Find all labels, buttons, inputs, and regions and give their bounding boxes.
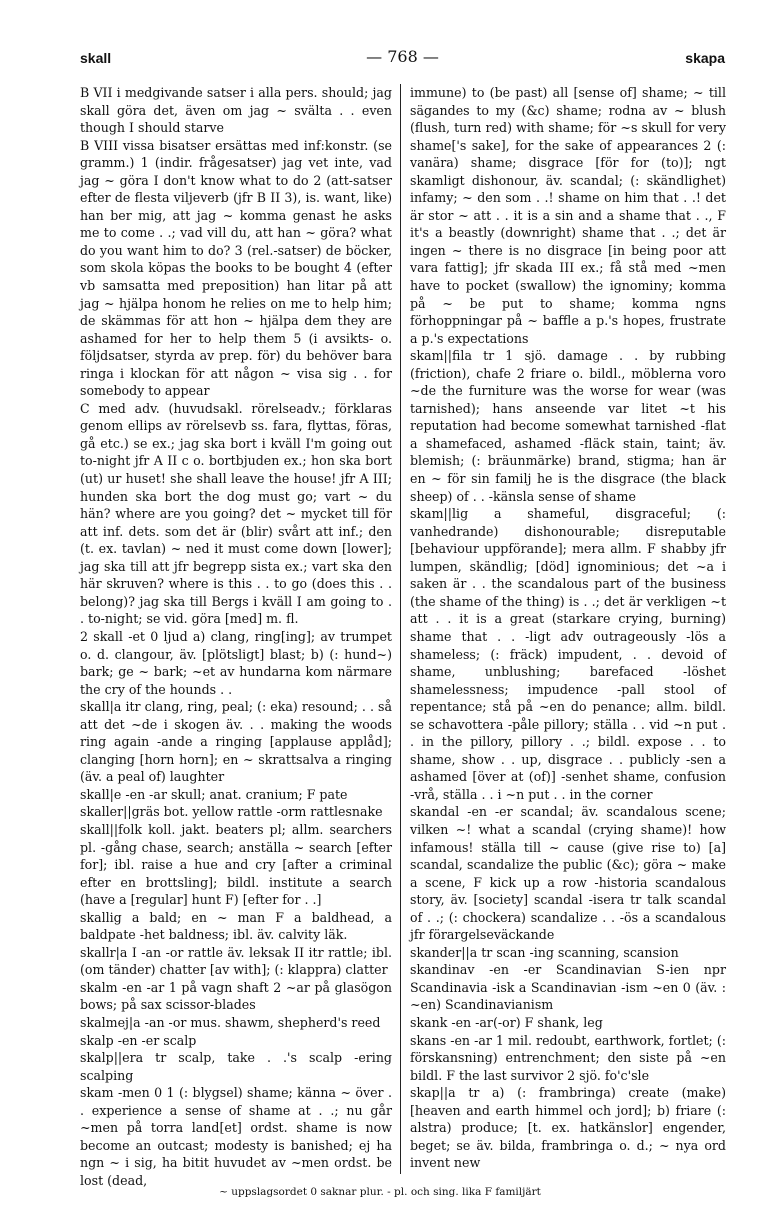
dictionary-entry: skallig a bald; en ~ man F a baldhead, a baldpate -het baldness; ibl. äv. calvity läk. bbox=[80, 909, 392, 943]
dictionary-entry: immune) to (be past) all [sense of] shame; ~ till sägandes to my (&c) shame; rodna av ~ blush (flush, turn red) with shame; för ~s skull for very shame['s sake], for the sake of appearances 2 (: vanära) shame; disgrace [för for (to)]; ngt skamligt dishonour, äv. scandal; (: skändlighet) infamy; ~ den som . .! shame on him that . .! det är stor ~ att . . it is a sin and a shame that . ., F it's a beastly (downright) shame that . .; det är ingen ~ there is no disgrace [in being poor att vara fattig]; jfr skada III ex.; få stå med ~men have to pocket (swallow) the ignominy; komma på ~ be put to shame; komma ngns förhoppningar på ~ baffle a p.'s hopes, frustrate a p.'s expectations bbox=[410, 85, 726, 346]
dictionary-entry: skallr|a I -an -or rattle äv. leksak II itr rattle; ibl. (om tänder) chatter [av with]; (: klappra) clatter bbox=[80, 944, 392, 978]
dictionary-entry: C med adv. (huvudsakl. rörelseadv.; förklaras genom ellips av rörelsevb ss. fara, flyttas, föras, gå etc.) se ex.; jag ska bort i kväll I'm going out to-night jfr A II c o. bortbjuden ex.; hon ska bort (ut) ur huset! she shall leave the house! jfr A III; hunden ska bort the dog must go; vart ~ du hän? where are you going? det ~ mycket till för att inf. dets. som det är (blir) svårt att inf.; den (t. ex. tavlan) ~ ned it must come down [lower]; jag ska till att jfr begrepp sista ex.; vart ska den här skruven? where is this . . to go (does this . . belong)? jag ska till Bergs i kväll I am going to . . to-night; se vid. göra [med] m. fl. bbox=[80, 400, 392, 627]
right-column bbox=[410, 84, 726, 1174]
dictionary-entry: skank -en -ar(-or) F shank, leg bbox=[410, 1014, 603, 1030]
dictionary-entry: skap||a tr a) (: frambringa) create (make) [heaven and earth himmel och jord]; b) friare (: alstra) produce; [t. ex. hatkänslor] engender, beget; se äv. bilda, frambringa o. d.; ~ nya ord invent new bbox=[410, 1085, 726, 1171]
dictionary-entry: skam -men 0 1 (: blygsel) shame; känna ~ över . . experience a sense of shame at . .; nu går ~men på torra land[et] ordst. shame is now become an outcast; modesty is banished; ej ha ngn ~ i sig, ha bitit huvudet av ~men ordst. be lost (dead, bbox=[80, 1085, 392, 1188]
dictionary-entry: skandinav -en -er Scandinavian S-ien npr Scandinavia -isk a Scandinavian -ism ~en 0 (äv. : ~en) Scandinavianism bbox=[410, 962, 726, 1013]
dictionary-entry: skall||folk koll. jakt. beaters pl; allm. searchers pl. -gång chase, search; anställa ~ search [efter for]; ibl. raise a hue and cry [after a criminal efter en brottsling]; bildl. institute a search (have a [regular] hunt F) [efter for . .] bbox=[80, 821, 392, 908]
left-guide-word: skall bbox=[80, 50, 112, 66]
dictionary-entry: skall|a itr clang, ring, peal; (: eka) resound; . . så att det ~de i skogen äv. . . making the woods ring again -ande a ringing [applause applåd]; clanging [horn horn]; en ~ skrattsalva a ringing (äv. a peal of) laughter bbox=[80, 699, 392, 785]
left-column bbox=[80, 84, 392, 1188]
abbreviation-legend: ~ uppslagsordet 0 saknar plur. - pl. och sing. lika F familjärt bbox=[219, 1186, 541, 1198]
dictionary-entry: skall|e -en -ar skull; anat. cranium; F pate bbox=[80, 786, 348, 802]
dictionary-entry: skalm -en -ar 1 på vagn shaft 2 ~ar på glasögon bows; på sax scissor-blades bbox=[80, 979, 392, 1013]
column-divider bbox=[400, 84, 401, 1174]
dictionary-entry: B VIII vissa bisatser ersättas med inf:konstr. (se gramm.) 1 (indir. frågesatser) jag vet inte, vad jag ~ göra I don't know what to do 2 (att-satser efter de flesta viljeverb (jfr B II 3), is. want, like) han ber mig, att jag ~ komma genast he asks me to come . .; vad vill du, att han ~ göra? what do you want him to do? 3 (rel.-satser) de böcker, som skola köpas the books to be bought 4 (efter vb samsatta med preposition) han litar på att jag ~ hjälpa honom he relies on me to help him; de skämmas för att hon ~ hjälpa dem they are ashamed for her to help them 5 (i avsikts- o. följdsatser, styrda av prep. för) du behöver bara ringa i klockan för att någon ~ visa sig . . for somebody to appear bbox=[80, 137, 392, 399]
dictionary-entry: 2 skall -et 0 ljud a) clang, ring[ing]; av trumpet o. d. clangour, äv. [plötsligt] blast; b) (: hund~) bark; ge ~ bark; ~et av hundarna kom närmare the cry of the hounds . . bbox=[80, 628, 392, 697]
dictionary-entry: skalmej|a -an -or mus. shawm, shepherd's reed bbox=[80, 1014, 381, 1030]
dictionary-entry: skam||lig a shameful, disgraceful; (: vanhedrande) dishonourable; disreputable [behaviour uppförande]; mera allm. F shabby jfr lumpen, skändlig; [död] ignominious; det ~a i saken är . . the scandalous part of the business (the shame of the thing) is . .; det är verkligen ~t att . . it is a great (starkare crying, burning) shame that . . -ligt adv outrageously -lös a shameless; (: fräck) impudent, . . devoid of shame, unblushing; barefaced -löshet shamelessness; impudence -pall stool of repentance; stå på ~en do penance; allm. bildl. se schavottera -påle pillory; ställa . . vid ~n put . . in the pillory, pillory . .; bildl. expose . . to shame, show . . up, disgrace . . publicly -sen a ashamed [över at (of)] -senhet shame, confusion -vrå, ställa . . i ~n put . . in the corner bbox=[410, 506, 726, 802]
dictionary-entry: skander||a tr scan -ing scanning, scansion bbox=[410, 944, 679, 960]
dictionary-entry: skandal -en -er scandal; äv. scandalous scene; vilken ~! what a scandal (crying shame)! how infamous! ställa till ~ cause (give rise to) [a] scandal, scandalize the public (&c); göra ~ make a scene, F kick up a row -historia scandalous story, äv. [society] scandal -isera tr talk scandal of . .; (: chockera) scandalize . . -ös a scandalous jfr förargelseväckande bbox=[410, 804, 726, 943]
page-header bbox=[80, 47, 725, 70]
page-number: — 768 — bbox=[366, 47, 439, 66]
dictionary-entry: skalp -en -er scalp bbox=[80, 1032, 197, 1048]
dictionary-entry: B VII i medgivande satser i alla pers. should; jag skall göra det, även om jag ~ svälta . . even though I should starve bbox=[80, 85, 392, 136]
dictionary-entry: skaller||gräs bot. yellow rattle -orm rattlesnake bbox=[80, 804, 383, 820]
dictionary-entry: skalp||era tr scalp, take . .'s scalp -ering scalping bbox=[80, 1050, 392, 1083]
dictionary-entry: skam||fila tr 1 sjö. damage . . by rubbing (friction), chafe 2 friare o. bildl., möblerna voro ~de the furniture was the worse for wear (was tarnished); hans anseende var litet ~t his reputation had become somewhat tarnished -flat a shamefaced, ashamed -fläck stain, taint; äv. blemish; (: bräunmärke) brand, stigma; han är en ~ för sin familj he is the disgrace (the black sheep) of . . -känsla sense of shame bbox=[410, 348, 726, 504]
dictionary-entry: skans -en -ar 1 mil. redoubt, earthwork, fortlet; (: förskansning) entrenchment; den siste på ~en bildl. F the last survivor 2 sjö. fo'c'sle bbox=[410, 1032, 726, 1083]
right-guide-word: skapa bbox=[685, 50, 725, 66]
